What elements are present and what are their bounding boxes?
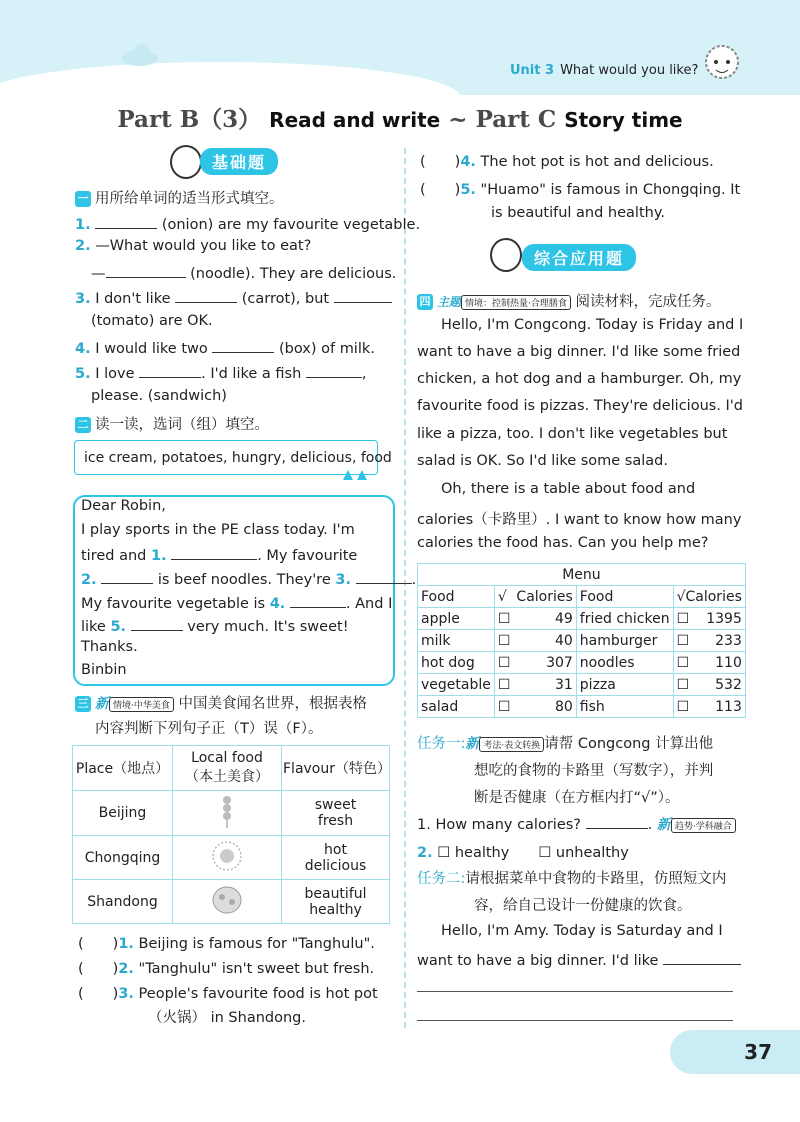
table-row: hot dog ☐ 307 noodles ☐ 110 [418, 652, 746, 674]
s1-q4: 4. I would like two (box) of milk. [75, 338, 375, 357]
letter-signature: Binbin [81, 662, 127, 678]
table-row: Beijing sweet fresh [73, 791, 390, 836]
letter-line-1: I play sports in the PE class today. I'm [81, 522, 355, 538]
task2-b: 容，给自己设计一份健康的饮食。 [474, 898, 692, 914]
answer-blank[interactable] [586, 814, 648, 829]
answer-blank[interactable] [306, 363, 362, 378]
s1-q5c: please. (sandwich) [91, 388, 227, 404]
checkbox[interactable]: ☐ [494, 696, 513, 718]
s1-q1: 1. (onion) are my favourite vegetable. [75, 214, 420, 233]
passage-2-line: Oh, there is a table about food and [441, 481, 696, 497]
word-bank: ice cream, potatoes, hungry, delicious, food [84, 450, 392, 466]
answer-blank[interactable] [212, 338, 274, 353]
checkbox[interactable]: ☐ [673, 608, 696, 630]
th-flavour: Flavour（特色） [282, 746, 390, 791]
checkbox[interactable]: ☐ [673, 652, 696, 674]
table-row: salad ☐ 80 fish ☐ 113 [418, 696, 746, 718]
page-title: Part B（3） Read and write ~ Part C Story time [117, 106, 683, 133]
checkbox[interactable]: ☐ [494, 652, 513, 674]
s1-instruction: 一 用所给单词的适当形式填空。 [75, 187, 284, 208]
s1-q5: 5. I love . I'd like a fish , [75, 363, 366, 382]
passage-1-line: want to have a big dinner. I'd like some fried [417, 344, 741, 360]
table-row: milk ☐ 40 hamburger ☐ 233 [418, 630, 746, 652]
passage-1-line: favourite food is pizzas. They're delicious. I'd [417, 398, 743, 414]
checkbox[interactable]: ☐ [673, 674, 696, 696]
tf-q2: ( )2. "Tanghulu" isn't sweet but fresh. [78, 961, 375, 977]
tf-q3b: （火锅） in Shandong. [148, 1010, 306, 1026]
letter-line-2: tired and 1. . My favourite [81, 545, 357, 564]
answer-blank[interactable] [131, 616, 183, 631]
checkbox[interactable]: ☐ [494, 630, 513, 652]
answer-blank[interactable] [106, 263, 186, 278]
answer-blank[interactable] [95, 214, 157, 229]
task1-b: 想吃的食物的卡路里（写数字），并判 [474, 763, 714, 779]
column-divider [404, 148, 406, 1028]
food-table [72, 745, 390, 924]
checkbox[interactable]: ☐ [494, 608, 513, 630]
s1-q2a: 2. —What would you like to eat? [75, 238, 312, 254]
task1-q1: 1. How many calories? . 新 趋势·学科融合 [417, 814, 736, 834]
student-icon [170, 145, 202, 179]
footer-band [670, 1030, 800, 1074]
passage-2-line: calories（卡路里）. I want to know how many [417, 512, 742, 528]
page-number: 37 [744, 1040, 772, 1064]
writing-line[interactable] [417, 1020, 733, 1021]
s1-q2b: — (noodle). They are delicious. [91, 263, 396, 282]
answer-blank[interactable] [175, 288, 237, 303]
tf-q1: ( )1. Beijing is famous for "Tanghulu". [78, 936, 375, 952]
s1-q3c: (tomato) are OK. [91, 313, 213, 329]
cloud-icon [120, 40, 160, 68]
section-badge-applied: 综合应用题 [522, 244, 636, 271]
section-badge-basic: 基础题 [200, 148, 278, 175]
tree-icon [342, 468, 372, 484]
answer-blank[interactable] [290, 593, 346, 608]
tf-q3: ( )3. People's favourite food is hot pot [78, 986, 378, 1002]
hotpot-image [173, 836, 282, 880]
table-row: vegetable ☐ 31 pizza ☐ 532 [418, 674, 746, 696]
table-row: apple ☐ 49 fried chicken ☐ 1395 [418, 608, 746, 630]
writing-line[interactable] [417, 991, 733, 992]
answer-blank[interactable] [139, 363, 201, 378]
checkbox[interactable]: ☐ [673, 630, 696, 652]
unit-header: Unit 3 What would you like? [510, 63, 699, 78]
tf-q5b: is beautiful and healthy. [491, 205, 665, 221]
passage-2-line: calories the food has. Can you help me? [417, 535, 709, 551]
passage-1-line: Hello, I'm Congcong. Today is Friday and I [441, 317, 744, 333]
letter-line-3: 2. is beef noodles. They're 3. . [81, 569, 416, 588]
passage-1-line: salad is OK. So I'd like some salad. [417, 453, 668, 469]
s3-instruction-b: 内容判断下列句子正（T）误（F）。 [95, 721, 323, 737]
s3-instruction: 三 新 情境·中华美食 中国美食闻名世界，根据表格 [75, 692, 367, 713]
answer-blank[interactable] [101, 569, 153, 584]
answer-blank[interactable] [171, 545, 257, 560]
menu-table: Menu Food √ Calories Food √Calories apple ☐ 49 fried chicken ☐ 1395 milk ☐ 40 hamburger ☐ 233 hot dog ☐ 307 noodles ☐ 110 vegetable ☐ 31 pizza ☐ 532 salad ☐ 80 fish ☐ 113 [417, 563, 746, 718]
passage-1-line: like a pizza, too. I don't like vegetables but [417, 426, 728, 442]
menu-title: Menu [418, 564, 746, 586]
answer-blank[interactable] [334, 288, 392, 303]
huamo-image [173, 880, 282, 924]
th-local-food: Local food （本土美食） [173, 746, 282, 791]
letter-line-4: My favourite vegetable is 4. . And I [81, 593, 392, 612]
tf-q4: ( )4. The hot pot is hot and delicious. [420, 154, 714, 170]
s2-instruction: 二 读一读，选词（组）填空。 [75, 413, 269, 434]
task1: 任务一:新 考法·表文转换 请帮 Congcong 计算出他 [417, 736, 714, 752]
passage-3-line: want to have a big dinner. I'd like [417, 950, 741, 969]
letter-thanks: Thanks. [81, 639, 138, 655]
tanghulu-image [173, 791, 282, 836]
letter-line-5: like 5. very much. It's sweet! [81, 616, 349, 635]
table-row: Chongqing hot delicious [73, 836, 390, 880]
checkbox[interactable]: ☐ [538, 845, 552, 861]
s4-instruction: 四 主题 情境：控制热量·合理膳食 阅读材料，完成任务。 [417, 290, 721, 311]
task1-q2: 2. ☐ healthy ☐ unhealthy [417, 845, 629, 861]
checkbox[interactable]: ☐ [437, 845, 451, 861]
tf-q5: ( )5. "Huamo" is famous in Chongqing. It [420, 182, 741, 198]
table-row: Shandong beautiful healthy [73, 880, 390, 924]
answer-blank[interactable] [356, 569, 412, 584]
checkbox[interactable]: ☐ [673, 696, 696, 718]
task2: 任务二:请根据菜单中食物的卡路里，仿照短文内 [417, 871, 727, 887]
mascot-icon [700, 40, 744, 90]
passage-1-line: chicken, a hot dog and a hamburger. Oh, my [417, 371, 742, 387]
task1-c: 断是否健康（在方框内打“√”）。 [474, 790, 680, 806]
checkbox[interactable]: ☐ [494, 674, 513, 696]
s1-q3: 3. I don't like (carrot), but [75, 288, 392, 307]
student-icon [490, 238, 522, 272]
th-place: Place（地点） [73, 746, 173, 791]
answer-blank[interactable] [663, 950, 741, 965]
letter-greeting: Dear Robin, [81, 498, 166, 514]
passage-3-line: Hello, I'm Amy. Today is Saturday and I [441, 923, 723, 939]
